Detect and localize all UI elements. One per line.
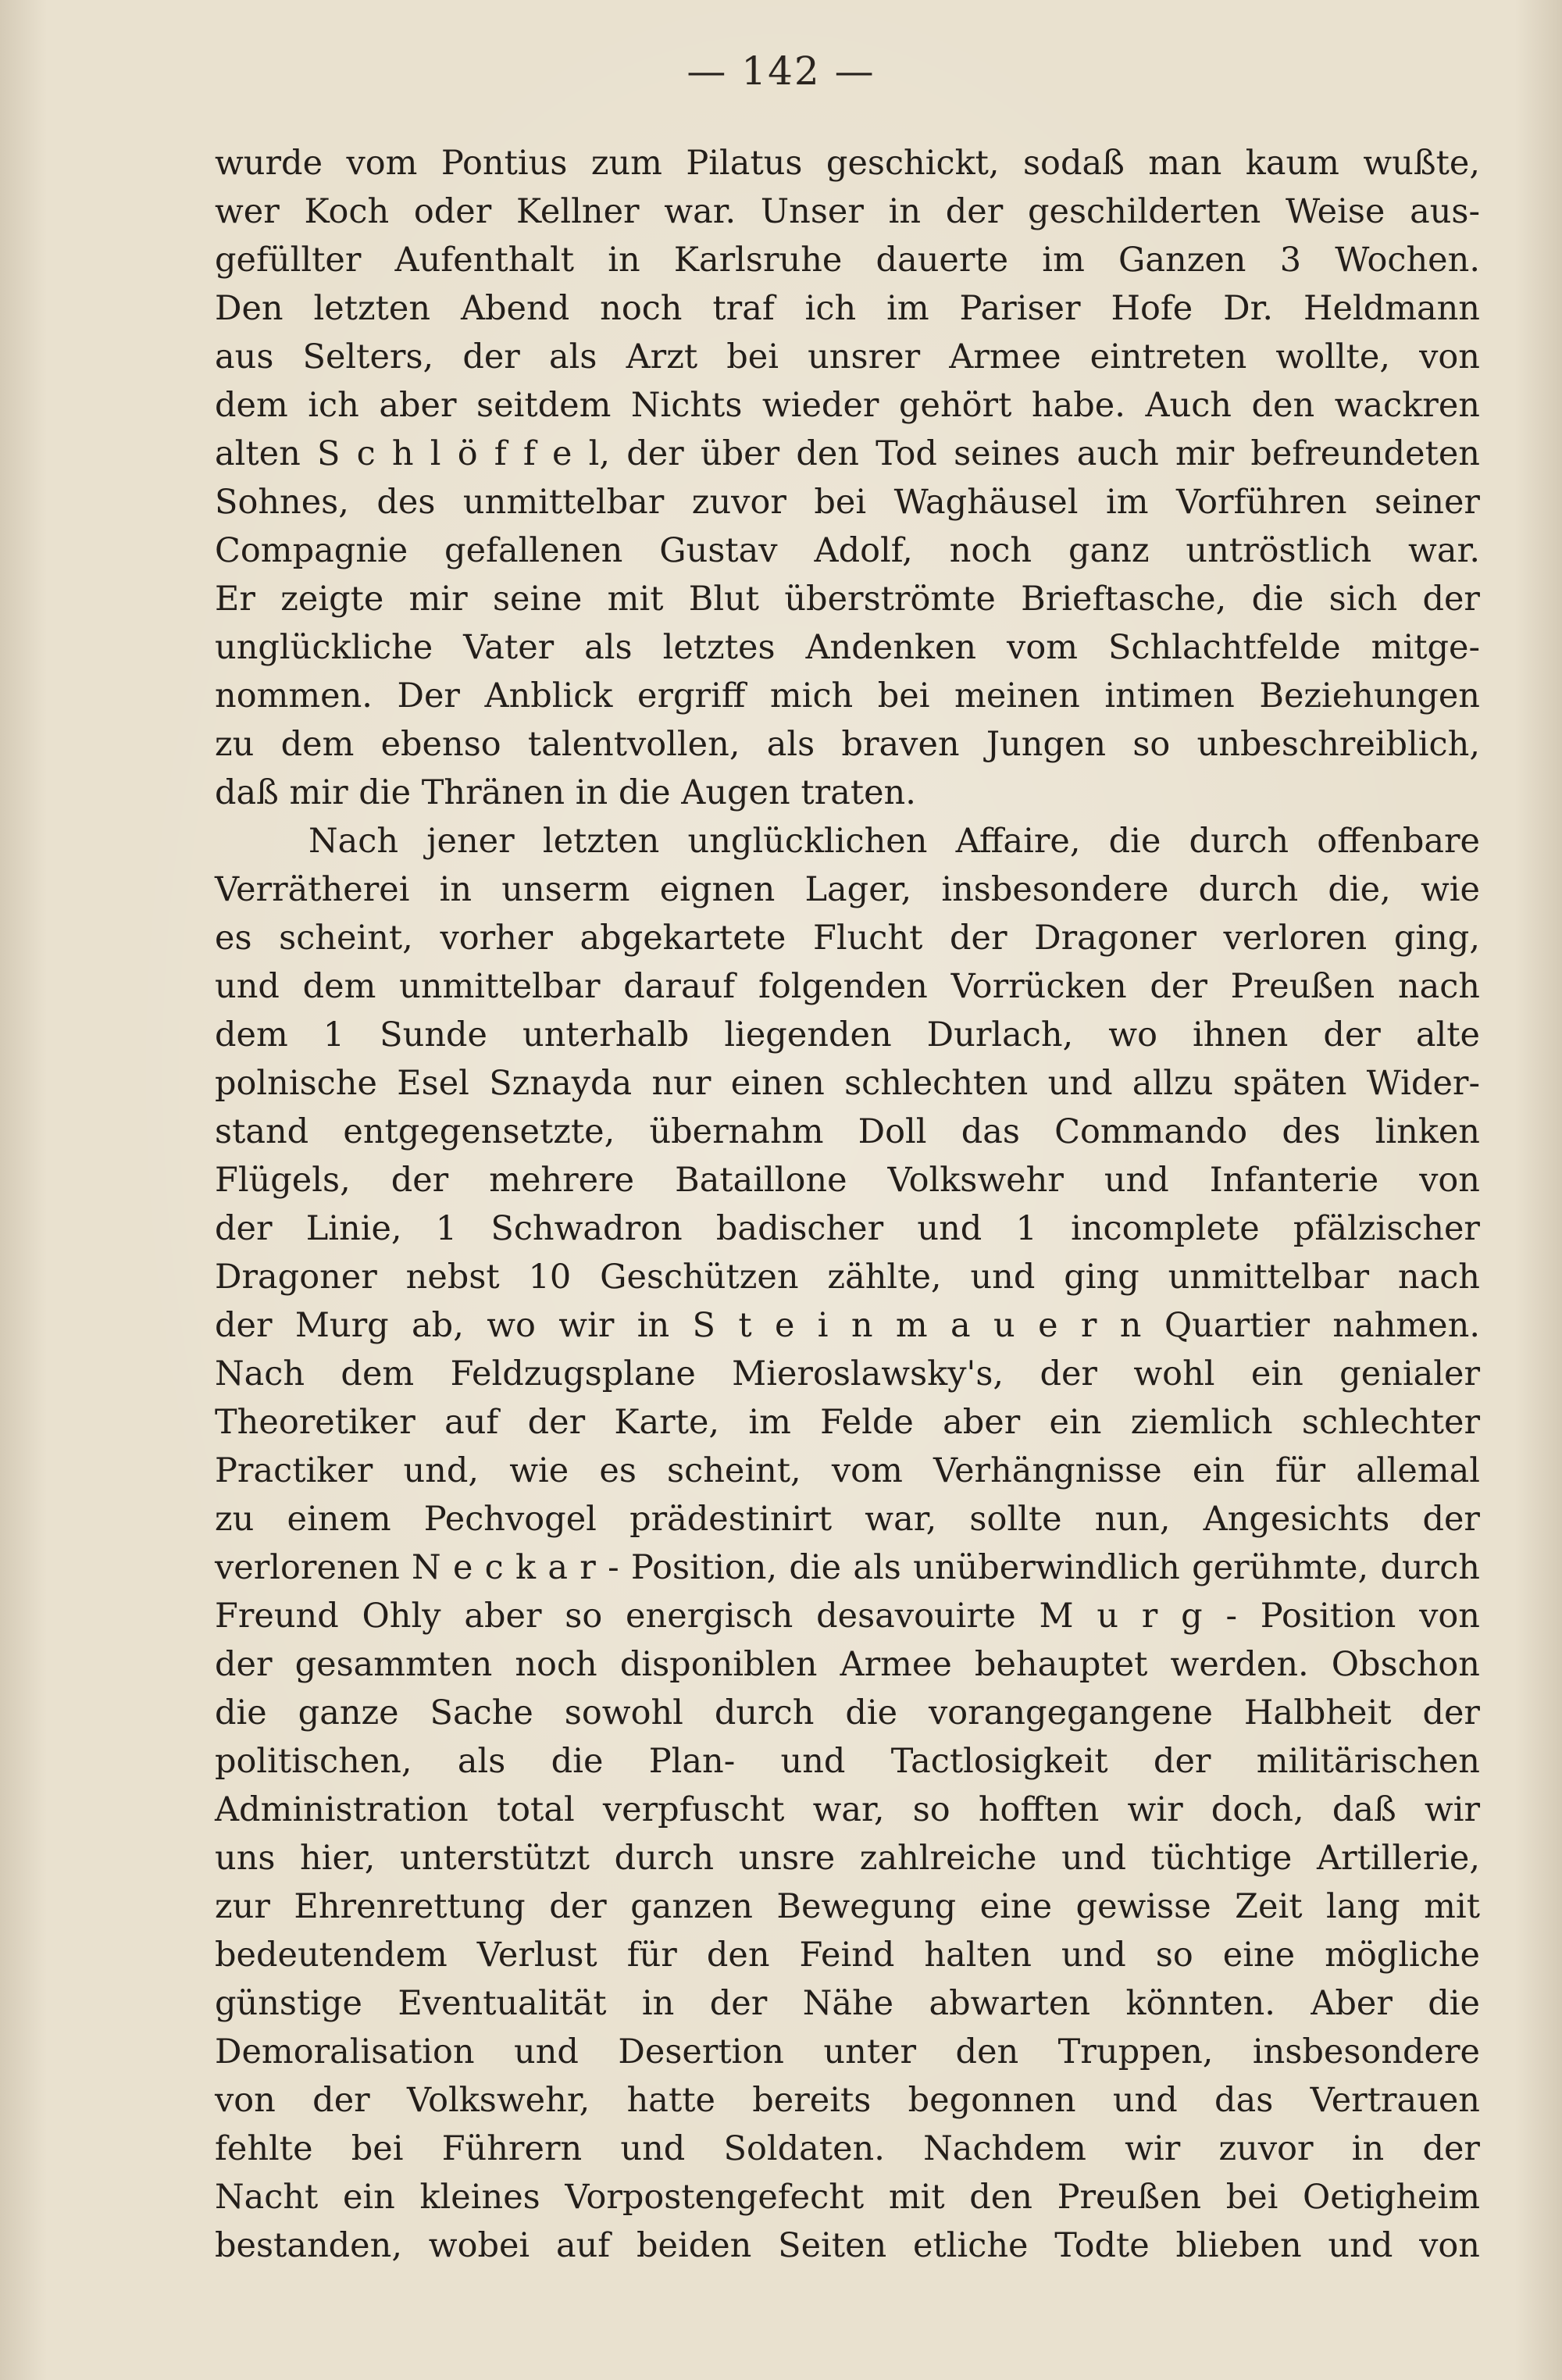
text-line: Flügels, der mehrere Bataillone Volkswehr und Infanterie von <box>215 1161 1480 1200</box>
text-line: Freund Ohly aber so energisch desavouirte M u r g - Position von <box>215 1597 1480 1636</box>
text-line: politischen, als die Plan- und Tactlosigkeit der militärischen <box>215 1742 1480 1781</box>
text-line: der Murg ab, wo wir in S t e i n m a u e r n Quartier nahmen. <box>215 1306 1480 1345</box>
text-line: dem 1 Sunde unterhalb liegenden Durlach, wo ihnen der alte <box>215 1015 1480 1054</box>
text-line: Verrätherei in unserm eignen Lager, insbesondere durch die, wie <box>215 870 1480 909</box>
text-line: günstige Eventualität in der Nähe abwarten könnten. Aber die <box>215 1984 1480 2023</box>
text-line: zu einem Pechvogel prädestinirt war, sollte nun, Angesichts der <box>215 1500 1480 1539</box>
text-line: verlorenen N e c k a r - Position, die als unüberwindlich gerühmte, durch <box>215 1548 1480 1587</box>
text-line: zu dem ebenso talentvollen, als braven Jungen so unbeschreiblich, <box>215 725 1480 764</box>
text-line: bedeutendem Verlust für den Feind halten und so eine mögliche <box>215 1936 1480 1975</box>
text-line: daß mir die Thränen in die Augen traten. <box>215 773 916 812</box>
text-line: fehlte bei Führern und Soldaten. Nachdem wir zuvor in der <box>215 2129 1480 2168</box>
text-line: alten S c h l ö f f e l, der über den Tod seines auch mir befreundeten <box>215 434 1480 473</box>
text-line: die ganze Sache sowohl durch die vorangegangene Halbheit der <box>215 1693 1480 1732</box>
text-line: Den letzten Abend noch traf ich im Pariser Hofe Dr. Heldmann <box>215 289 1480 328</box>
text-line: von der Volkswehr, hatte bereits begonnen und das Vertrauen <box>215 2081 1480 2120</box>
text-line: Sohnes, des unmittelbar zuvor bei Waghäusel im Vorführen seiner <box>215 483 1480 522</box>
text-line: aus Selters, der als Arzt bei unsrer Armee eintreten wollte, von <box>215 337 1480 376</box>
page-number-header: — 142 — <box>686 48 876 94</box>
text-line: zur Ehrenrettung der ganzen Bewegung eine gewisse Zeit lang mit <box>215 1887 1480 1926</box>
text-line: Administration total verpfuscht war, so hofften wir doch, daß wir <box>215 1790 1480 1829</box>
text-line: der Linie, 1 Schwadron badischer und 1 incomplete pfälzischer <box>215 1209 1480 1248</box>
text-line: Nach jener letzten unglücklichen Affaire, die durch offenbare <box>308 822 1480 861</box>
text-line: gefüllter Aufenthalt in Karlsruhe dauerte im Ganzen 3 Wochen. <box>215 241 1480 280</box>
text-line: der gesammten noch disponiblen Armee behauptet werden. Obschon <box>215 1645 1480 1684</box>
text-line: Nach dem Feldzugsplane Mieroslawsky's, der wohl ein genialer <box>215 1354 1480 1393</box>
text-line: wer Koch oder Kellner war. Unser in der geschilderten Weise aus- <box>215 192 1480 231</box>
text-line: uns hier, unterstützt durch unsre zahlreiche und tüchtige Artillerie, <box>215 1839 1480 1878</box>
body-text <box>215 139 1480 2270</box>
text-line: unglückliche Vater als letztes Andenken vom Schlachtfelde mitge- <box>215 628 1480 667</box>
text-line: dem ich aber seitdem Nichts wieder gehört habe. Auch den wackren <box>215 386 1480 425</box>
text-line: Dragoner nebst 10 Geschützen zählte, und ging unmittelbar nach <box>215 1258 1480 1297</box>
text-line: stand entgegensetzte, übernahm Doll das Commando des linken <box>215 1112 1480 1151</box>
text-line: Demoralisation und Desertion unter den Truppen, insbesondere <box>215 2032 1480 2071</box>
text-line: bestanden, wobei auf beiden Seiten etliche Todte blieben und von <box>215 2226 1480 2265</box>
text-line: nommen. Der Anblick ergriff mich bei meinen intimen Beziehungen <box>215 676 1480 715</box>
text-line: Practiker und, wie es scheint, vom Verhängnisse ein für allemal <box>215 1451 1480 1490</box>
text-line: wurde vom Pontius zum Pilatus geschickt, sodaß man kaum wußte, <box>215 144 1480 183</box>
text-line: es scheint, vorher abgekartete Flucht der Dragoner verloren ging, <box>215 919 1480 958</box>
text-line: polnische Esel Sznayda nur einen schlechten und allzu späten Wider- <box>215 1064 1480 1103</box>
text-line: Er zeigte mir seine mit Blut überströmte Brieftasche, die sich der <box>215 580 1480 619</box>
text-line: Theoretiker auf der Karte, im Felde aber ein ziemlich schlechter <box>215 1403 1480 1442</box>
text-line: Compagnie gefallenen Gustav Adolf, noch ganz untröstlich war. <box>215 531 1480 570</box>
text-line: Nacht ein kleines Vorpostengefecht mit den Preußen bei Oetigheim <box>215 2178 1480 2217</box>
text-line: und dem unmittelbar darauf folgenden Vorrücken der Preußen nach <box>215 967 1480 1006</box>
